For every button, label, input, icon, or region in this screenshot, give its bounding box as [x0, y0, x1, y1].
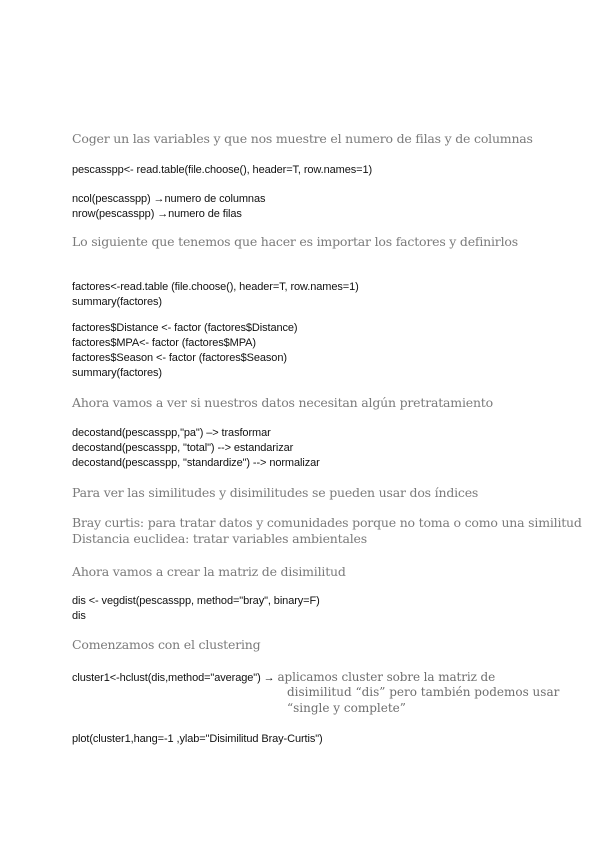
- heading-variables: Coger un las variables y que nos muestre el numero de filas y de columnas: [72, 131, 533, 146]
- code-read-table: pescasspp<- read.table(file.choose(), header=T, row.names=1): [72, 164, 373, 176]
- code-summary-2: summary(factores): [72, 367, 162, 379]
- code-hclust-line: [72, 670, 495, 684]
- text-bray-curtis: Bray curtis: para tratar datos y comunidades porque no toma o como una similitud: [72, 515, 582, 530]
- code-distance: factores$Distance <- factor (factores$Distance): [72, 322, 298, 334]
- code-summary-1: summary(factores): [72, 296, 162, 308]
- code-hclust: cluster1<-hclust(dis,method="average") →: [72, 672, 278, 684]
- code-ncol: ncol(pescasspp) →numero de columnas: [72, 193, 266, 205]
- note-hclust-1: aplicamos cluster sobre la matriz de: [277, 670, 496, 684]
- code-dis: dis: [72, 610, 86, 622]
- heading-indices: Para ver las similitudes y disimilitudes se pueden usar dos índices: [72, 485, 479, 500]
- code-decostand-pa: decostand(pescasspp,"pa") –> trasformar: [72, 427, 271, 439]
- code-season: factores$Season <- factor (factores$Season): [72, 352, 287, 364]
- code-factores-read: factores<-read.table (file.choose(), header=T, row.names=1): [72, 281, 359, 293]
- note-hclust-2: disimilitud “dis” pero también podemos usar: [287, 685, 560, 699]
- code-vegdist: dis <- vegdist(pescasspp, method="bray", binary=F): [72, 595, 320, 607]
- code-decostand-total: decostand(pescasspp, "total") --> estandarizar: [72, 442, 294, 454]
- code-nrow: nrow(pescasspp) →numero de filas: [72, 208, 242, 220]
- note-hclust-3: “single y complete”: [287, 701, 406, 715]
- text-euclidea: Distancia euclidea: tratar variables ambientales: [72, 531, 367, 546]
- heading-pretratamiento: Ahora vamos a ver si nuestros datos necesitan algún pretratamiento: [72, 395, 493, 410]
- code-decostand-standardize: decostand(pescasspp, "standardize") --> normalizar: [72, 457, 320, 469]
- code-plot: plot(cluster1,hang=-1 ,ylab="Disimilitud Bray-Curtis"): [72, 733, 323, 745]
- heading-matriz: Ahora vamos a crear la matriz de disimilitud: [72, 564, 346, 579]
- heading-clustering: Comenzamos con el clustering: [72, 637, 261, 652]
- code-mpa: factores$MPA<- factor (factores$MPA): [72, 337, 256, 349]
- heading-factores: Lo siguiente que tenemos que hacer es importar los factores y definirlos: [72, 234, 518, 249]
